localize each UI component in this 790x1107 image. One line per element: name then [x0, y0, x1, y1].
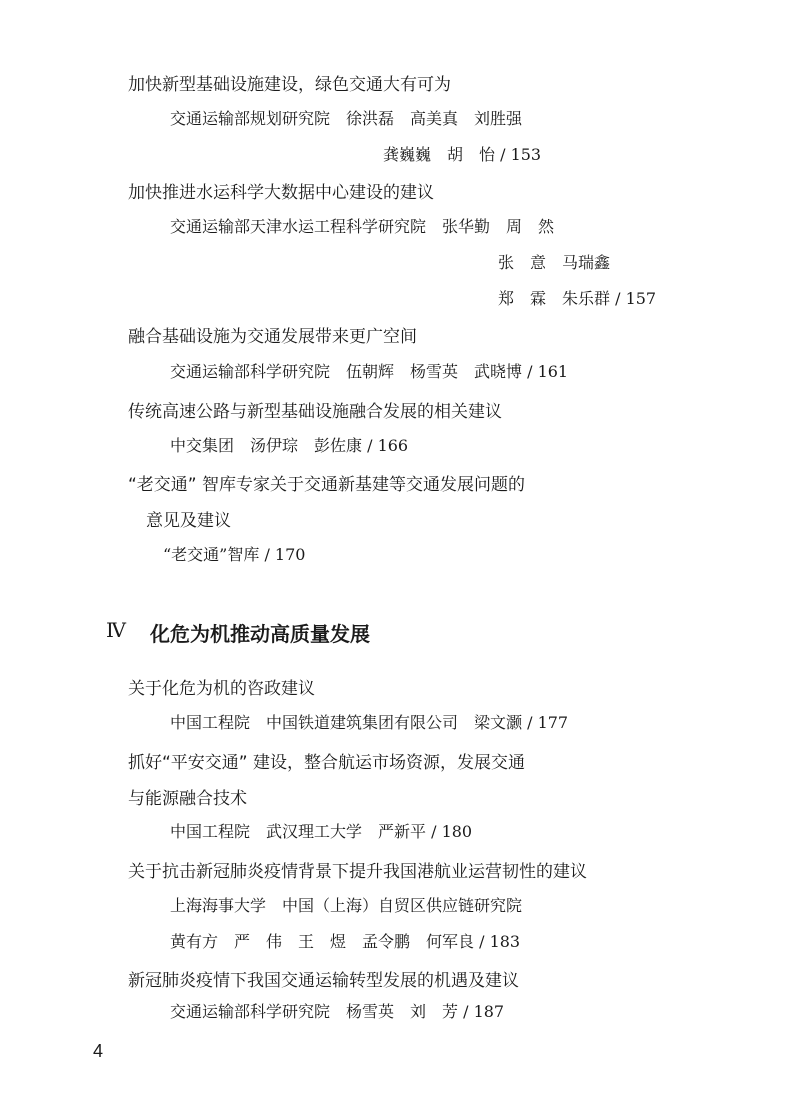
- entry-authors: 交通运输部科学研究院 杨雪英 刘 芳 / 187: [170, 1002, 505, 1021]
- entry-title-continued: 意见及建议: [146, 511, 231, 531]
- entry-authors: 中交集团 汤伊琮 彭佐康 / 166: [170, 436, 409, 455]
- entry-title: 关于化危为机的咨政建议: [128, 679, 315, 699]
- entry-authors: 张 意 马瑞鑫: [498, 253, 611, 272]
- entry-authors: 上海海事大学 中国（上海）自贸区供应链研究院: [170, 896, 523, 915]
- entry-authors: 中国工程院 中国铁道建筑集团有限公司 梁文灏 / 177: [170, 713, 569, 732]
- section-title: 化危为机推动高质量发展: [150, 622, 370, 646]
- entry-title: 抓好“平安交通” 建设，整合航运市场资源，发展交通: [128, 753, 526, 773]
- entry-title: 关于抗击新冠肺炎疫情背景下提升我国港航业运营韧性的建议: [128, 862, 587, 882]
- page-number: 4: [93, 1041, 104, 1061]
- entry-title: 加快新型基础设施建设，绿色交通大有可为: [128, 75, 451, 95]
- entry-title: “老交通” 智库专家关于交通新基建等交通发展问题的: [128, 475, 526, 495]
- entry-authors: 龚巍巍 胡 怡 / 153: [383, 145, 542, 164]
- entry-authors: 中国工程院 武汉理工大学 严新平 / 180: [170, 822, 473, 841]
- entry-authors: 交通运输部科学研究院 伍朝辉 杨雪英 武晓博 / 161: [170, 362, 569, 381]
- entry-title: 新冠肺炎疫情下我国交通运输转型发展的机遇及建议: [128, 971, 519, 991]
- entry-authors: 交通运输部规划研究院 徐洪磊 高美真 刘胜强: [170, 109, 523, 128]
- entry-authors: “老交通”智库 / 170: [163, 545, 306, 564]
- entry-title: 融合基础设施为交通发展带来更广空间: [128, 327, 417, 347]
- entry-title: 加快推进水运科学大数据中心建设的建议: [128, 183, 434, 203]
- entry-title-continued: 与能源融合技术: [128, 789, 247, 809]
- entry-authors: 郑 霖 朱乐群 / 157: [498, 289, 657, 308]
- entry-authors: 黄有方 严 伟 王 煜 孟令鹏 何军良 / 183: [170, 932, 521, 951]
- section-number: Ⅳ: [106, 618, 126, 642]
- entry-title: 传统高速公路与新型基础设施融合发展的相关建议: [128, 402, 502, 422]
- entry-authors: 交通运输部天津水运工程科学研究院 张华勤 周 然: [170, 217, 555, 236]
